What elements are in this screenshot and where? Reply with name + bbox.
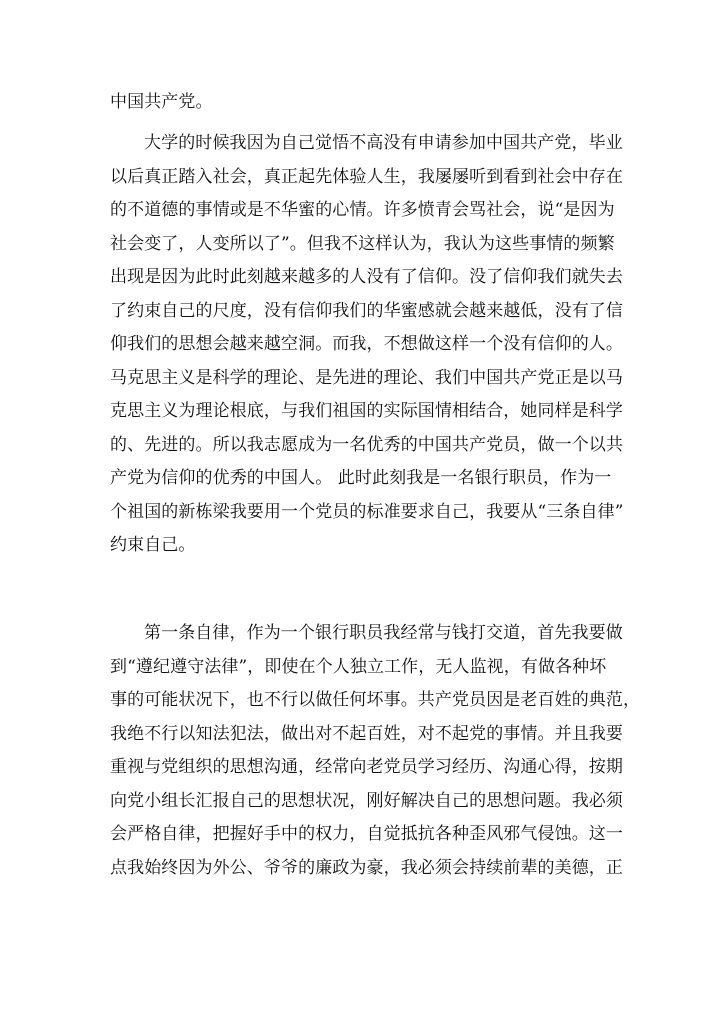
text-line: 重视与党组织的思想沟通，经常向老党员学习经历、沟通心得，按期 xyxy=(110,757,623,777)
text-line: 马克思主义是科学的理论、是先进的理论、我们中国共产党正是以马 xyxy=(110,367,623,388)
text-line: 的不道德的事情或是不华蜜的心情。许多愤青会骂社会，说“是因为 xyxy=(110,200,615,220)
text-line: 第一条自律，作为一个银行职员我经常与钱打交道，首先我要做 xyxy=(144,623,623,643)
text-line: 会严格自律，把握好手中的权力，自觉抵抗各种歪风邪气侵蚀。这一 xyxy=(110,824,623,844)
paragraph-1-tail xyxy=(110,86,630,120)
text-line: 中国共产党。 xyxy=(110,92,213,112)
text-line: 克思主义为理论根底，与我们祖国的实际国情相结合，她同样是科学 xyxy=(110,401,623,421)
text-line: 出现是因为此时此刻越来越多的人没有了信仰。没了信仰我们就失去 xyxy=(110,267,623,287)
text-line: 事的可能状况下，也不行以做任何坏事。共产党员因是老百姓的典范， xyxy=(110,690,641,710)
text-line: 的、先进的。所以我志愿成为一名优秀的中国共产党员，做一个以共 xyxy=(110,434,623,455)
text-line: 以后真正踏入社会，真正起先体验人生，我屡屡听到看到社会中存在 xyxy=(110,166,623,187)
text-line: 大学的时候我因为自己觉悟不高没有申请参加中国共产党，毕业 xyxy=(144,133,623,153)
text-line: 个祖国的新栋梁我要用一个党员的标准要求自己，我要从“三条自律” xyxy=(110,501,624,522)
text-line: 我绝不行以知法犯法，做出对不起百姓，对不起党的事情。并且我要 xyxy=(110,723,623,744)
paragraph-3 xyxy=(110,617,641,885)
text-line: 社会变了，人变所以了”。但我不这样认为，我认为这些事情的频繁 xyxy=(110,233,615,254)
paragraph-2 xyxy=(110,127,630,563)
text-line: 产党为信仰的优秀的中国人。 此时此刻我是一名银行职员，作为一 xyxy=(110,468,612,488)
text-line: 约束自己。 xyxy=(110,535,196,555)
text-line: 向党小组长汇报自己的思想状况，刚好解决自己的思想问题。我必须 xyxy=(110,790,623,811)
text-line: 仰我们的思想会越来越空洞。而我，不想做这样一个没有信仰的人。 xyxy=(110,334,623,354)
text-line: 点我始终因为外公、爷爷的廉政为豪，我必须会持续前辈的美德，正 xyxy=(110,857,623,878)
text-line: 了约束自己的尺度，没有信仰我们的华蜜感就会越来越低，没有了信 xyxy=(110,300,623,321)
text-line: 到“遵纪遵守法律”，即使在个人独立工作，无人监视，有做各种坏 xyxy=(110,656,607,677)
